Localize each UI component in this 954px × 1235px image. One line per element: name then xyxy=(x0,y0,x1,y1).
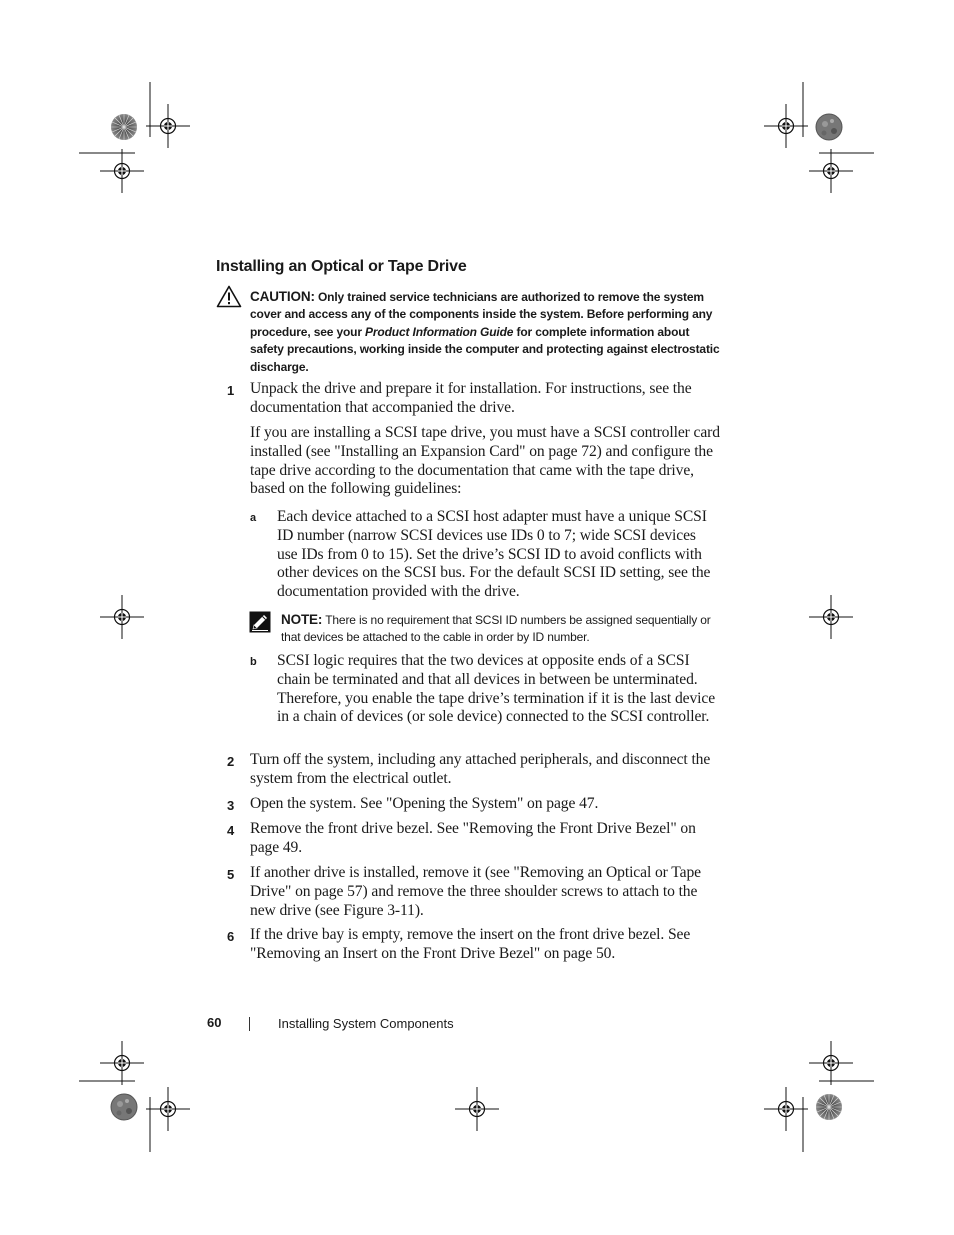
caution-notice xyxy=(250,288,720,376)
note-label: NOTE: xyxy=(281,612,323,627)
step-text: If the drive bay is empty, remove the insert on the front drive bezel. See "Removing an Insert on the Front Drive Bezel" on page 50. xyxy=(250,926,691,962)
step-number: 6 xyxy=(227,929,235,944)
footer-section-name: Installing System Components xyxy=(278,1016,454,1031)
substep-text: SCSI logic requires that the two devices at opposite ends of a SCSI chain be terminated and that all devices in between be unterminated. Therefore, you enable the tape drive’s termination if it is the last device in a chain of devices (or sole device) connected to the SCSI controller. xyxy=(277,652,716,726)
step-number: 1 xyxy=(227,383,235,398)
substep-letter: a xyxy=(250,512,257,524)
caution-text-2: for complete information about safety precautions, working inside the computer and protecting against electrostatic discharge. xyxy=(250,324,720,374)
step-number: 5 xyxy=(227,867,235,882)
substep-letter: b xyxy=(250,656,257,668)
substep-text: Each device attached to a SCSI host adapter must have a unique SCSI ID number (narrow SCSI devices use IDs 0 to 7; wide SCSI devices use IDs from 0 to 15). Set the drive’s SCSI ID to avoid conflicts with other devices on the SCSI bus. For the default SCSI ID setting, see the documentation provided with the drive. xyxy=(277,508,711,601)
step-text: Turn off the system, including any attached peripherals, and disconnect the system from the electrical outlet. xyxy=(250,751,711,787)
step-number: 3 xyxy=(227,798,235,813)
step-text: If another drive is installed, remove it (see "Removing an Optical or Tape Drive" on page 57) and remove the three shoulder screws to attach to the new drive (see Figure 3-11). xyxy=(250,864,701,919)
step-number: 4 xyxy=(227,823,235,838)
footer-divider xyxy=(249,1017,250,1031)
step-number: 2 xyxy=(227,754,235,769)
note-text: There is no requirement that SCSI ID numbers be assigned sequentially or that devices be attached to the cable in order by ID number. xyxy=(281,613,711,644)
caution-text-1: Only trained service technicians are authorized to remove the system cover and access any of the components inside the system. Before performing any procedure, see your xyxy=(250,290,713,339)
step-text: Open the system. See "Opening the System" on page 47. xyxy=(250,795,599,812)
note-pencil-icon xyxy=(249,611,271,633)
step-continuation: If you are installing a SCSI tape drive, you must have a SCSI controller card installed (see "Installing an Expansion Card" on page 72) and configure the tape drive according to the documentation that came with the tape drive, based on the following guidelines: xyxy=(250,424,720,498)
section-heading: Installing an Optical or Tape Drive xyxy=(216,258,467,275)
step-text: Unpack the drive and prepare it for installation. For instructions, see the documentation that accompanied the drive. xyxy=(250,380,692,416)
caution-label: CAUTION: xyxy=(250,289,315,304)
step-text: Remove the front drive bezel. See "Removing the Front Drive Bezel" on page 49. xyxy=(250,820,696,856)
page-number: 60 xyxy=(207,1015,222,1030)
caution-guide-title: Product Information Guide xyxy=(365,324,514,339)
note-box xyxy=(281,611,721,646)
warning-triangle-icon xyxy=(216,285,242,308)
